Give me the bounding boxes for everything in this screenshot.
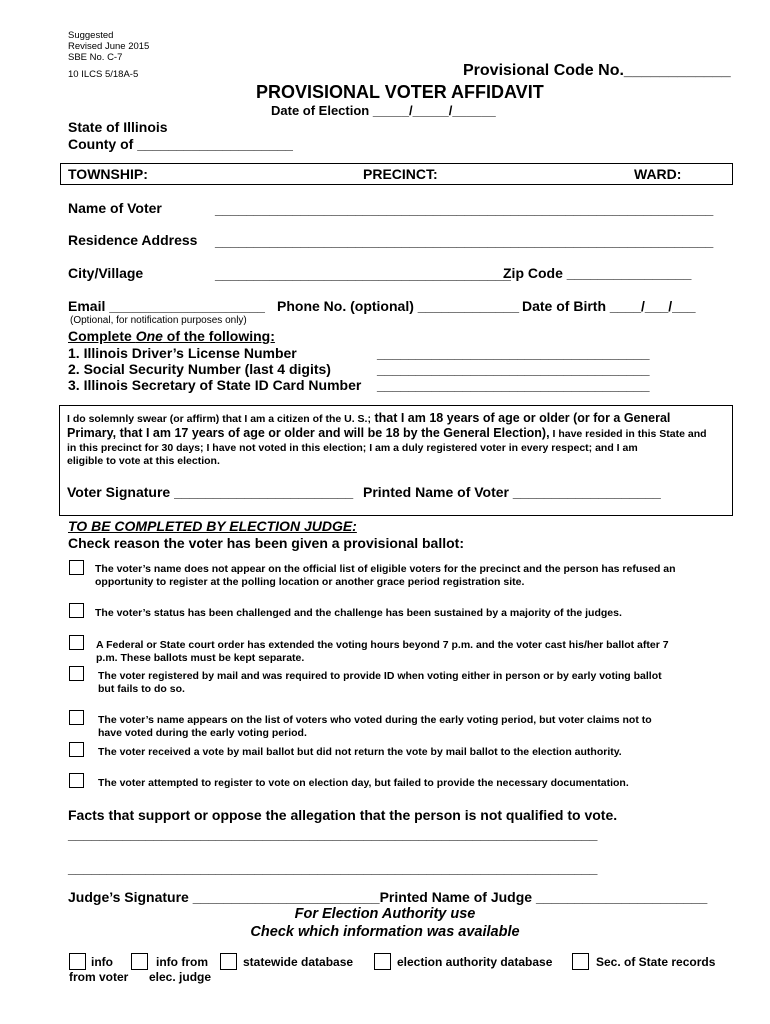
email-note: (Optional, for notification purposes only) — [70, 315, 247, 326]
election-authority-database-label: election authority database — [397, 955, 553, 969]
state-id-field[interactable]: ___________________________________ — [377, 377, 650, 393]
election-authority-database-checkbox[interactable] — [374, 953, 391, 970]
authority-title: For Election Authority use — [294, 906, 476, 922]
state-label: State of Illinois — [68, 119, 168, 135]
ssn-field[interactable]: ___________________________________ — [377, 361, 650, 377]
zip-field[interactable]: Zip Code ________________ — [503, 265, 692, 281]
date-of-election: Date of Election _____/_____/______ — [271, 103, 496, 118]
reason-challenged: The voter’s status has been challenged and the challenge has been sustained by a majority of the judges. — [95, 607, 622, 619]
id-section-heading: Complete One of the following: — [68, 328, 275, 344]
reason-vote-by-mail: The voter received a vote by mail ballot but did not return the vote by mail ballot to the election authority. — [98, 746, 622, 758]
suggested-text: Suggested — [68, 30, 114, 41]
judge-signature-field[interactable]: Judge’s Signature ________________________Printed Name of Judge ______________________ — [68, 889, 708, 905]
residence-field[interactable]: ________________________________________________________________ — [215, 233, 714, 249]
township-field[interactable]: TOWNSHIP: — [68, 166, 148, 182]
oath-line-3: in this precinct for 30 days; I have not voted in this election; I am a duly registered voter in every respect; and I am — [67, 442, 638, 454]
residence-label: Residence Address — [68, 232, 198, 248]
city-label: City/Village — [68, 265, 144, 281]
drivers-license-field[interactable]: ___________________________________ — [377, 345, 650, 361]
city-field[interactable]: ______________________________________ — [215, 266, 511, 282]
sec-of-state-records-label: Sec. of State records — [596, 955, 716, 969]
oath-line-2: Primary, that I am 17 years of age or older and will be 18 by the General Election), I have resided in this State and — [67, 426, 707, 440]
oath-line-4: eligible to vote at this election. — [67, 455, 220, 467]
oath-line-1: I do solemnly swear (or affirm) that I am a citizen of the U. S.; that I am 18 years of age or older (or for a General — [67, 411, 671, 425]
facts-line-2[interactable]: ____________________________________________________________________ — [68, 860, 598, 876]
judge-section-heading: TO BE COMPLETED BY ELECTION JUDGE: — [68, 518, 357, 534]
voter-name-field[interactable]: ________________________________________________________________ — [215, 201, 714, 217]
form-number: SBE No. C-7 — [68, 52, 123, 63]
voter-printed-name-field[interactable]: Printed Name of Voter ___________________ — [363, 484, 661, 500]
authority-subtitle: Check which information was available — [250, 924, 520, 940]
statewide-database-label: statewide database — [243, 955, 354, 969]
facts-heading: Facts that support or oppose the allegation that the person is not qualified to vote. — [68, 807, 618, 823]
judge-section-subheading: Check reason the voter has been given a provisional ballot: — [68, 535, 464, 551]
reason-registered-by-mail: The voter registered by mail and was required to provide ID when voting either in person or by early voting ballot but fails to do so. — [98, 670, 662, 695]
provisional-code-number: Provisional Code No.____________ — [463, 62, 731, 79]
page-title: PROVISIONAL VOTER AFFIDAVIT — [256, 82, 544, 102]
location-box — [60, 163, 733, 185]
voter-name-label: Name of Voter — [68, 200, 162, 216]
reason-checkbox-vote-by-mail[interactable] — [69, 742, 84, 757]
phone-field[interactable]: Phone No. (optional) _____________ — [277, 298, 519, 314]
info-from-judge-checkbox[interactable] — [131, 953, 148, 970]
info-from-voter-label: info from voter — [69, 955, 129, 984]
reason-early-voting: The voter’s name appears on the list of voters who voted during the early voting period, but voter claims not to have voted during the early voting period. — [98, 714, 652, 739]
facts-line-1[interactable]: ____________________________________________________________________ — [68, 826, 598, 842]
reason-checkbox-court-order[interactable] — [69, 635, 84, 650]
reason-not-on-list: The voter’s name does not appear on the official list of eligible voters for the precinct and the person has refused an opportunity to register at the polling location or another grace period registration site. — [95, 563, 676, 588]
reason-checkbox-registered-by-mail[interactable] — [69, 666, 84, 681]
reason-checkbox-election-day-registration[interactable] — [69, 773, 84, 788]
statute-reference: 10 ILCS 5/18A-5 — [68, 69, 139, 80]
email-field[interactable]: Email ____________________ — [68, 298, 265, 314]
ward-field[interactable]: WARD: — [634, 166, 682, 182]
statewide-database-checkbox[interactable] — [220, 953, 237, 970]
id-item-drivers-license: 1. Illinois Driver’s License Number — [68, 345, 297, 361]
id-item-state-id: 3. Illinois Secretary of State ID Card Number — [68, 377, 362, 393]
county-field[interactable]: County of ____________________ — [68, 136, 293, 152]
voter-signature-field[interactable]: Voter Signature _______________________ — [67, 484, 354, 500]
id-item-ssn: 2. Social Security Number (last 4 digits) — [68, 361, 331, 377]
date-of-birth-field[interactable]: Date of Birth ____/___/___ — [522, 298, 696, 314]
reason-election-day-registration: The voter attempted to register to vote on election day, but failed to provide the necessary documentation. — [98, 777, 629, 789]
reason-checkbox-challenged[interactable] — [69, 603, 84, 618]
sec-of-state-records-checkbox[interactable] — [572, 953, 589, 970]
reason-checkbox-not-on-list[interactable] — [69, 560, 84, 575]
revised-text: Revised June 2015 — [68, 41, 150, 52]
info-from-judge-label: info from elec. judge — [149, 955, 212, 984]
reason-checkbox-early-voting[interactable] — [69, 710, 84, 725]
precinct-field[interactable]: PRECINCT: — [363, 166, 438, 182]
reason-court-order: A Federal or State court order has extended the voting hours beyond 7 p.m. and the voter cast his/her ballot after 7 p.m. These ballots must be kept separate. — [96, 639, 669, 664]
